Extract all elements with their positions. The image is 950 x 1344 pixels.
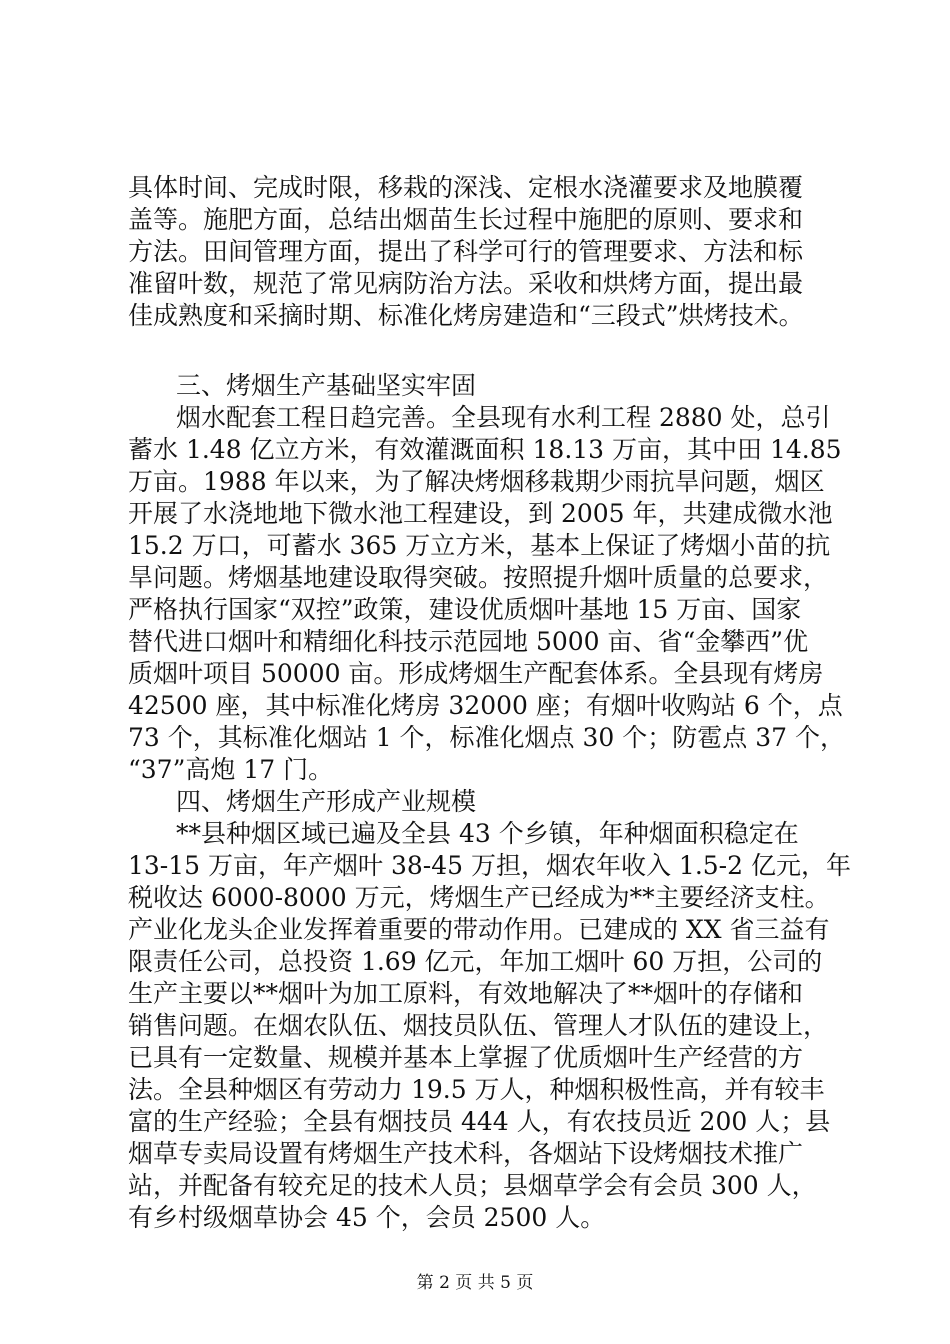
section-heading-4: 四、烤烟生产形成产业规模 bbox=[176, 787, 477, 816]
text-line: 方法。田间管理方面，提出了科学可行的管理要求、方法和标 bbox=[128, 237, 804, 266]
paragraph-gap bbox=[128, 332, 840, 370]
text-line: 万亩。1988 年以来，为了解决烤烟移栽期少雨抗旱问题，烟区 bbox=[128, 467, 825, 496]
text-line: 42500 座，其中标准化烤房 32000 座；有烟叶收购站 6 个，点 bbox=[128, 691, 843, 720]
text-line: 已具有一定数量、规模并基本上掌握了优质烟叶生产经营的方 bbox=[128, 1043, 804, 1072]
text-line: 15.2 万口，可蓄水 365 万立方米，基本上保证了烤烟小苗的抗 bbox=[128, 531, 831, 560]
page-footer: 第 2 页 共 5 页 bbox=[416, 1273, 534, 1293]
text-line: 蓄水 1.48 亿立方米，有效灌溉面积 18.13 万亩，其中田 14.85 bbox=[128, 435, 842, 464]
text-line: 法。全县种烟区有劳动力 19.5 万人，种烟积极性高，并有较丰 bbox=[128, 1075, 825, 1104]
paragraph-production-foundation bbox=[128, 402, 845, 786]
document-body bbox=[128, 172, 851, 1234]
text-line: 具体时间、完成时限，移栽的深浅、定根水浇灌要求及地膜覆 bbox=[128, 173, 804, 202]
text-line: 销售问题。在烟农队伍、烟技员队伍、管理人才队伍的建设上， bbox=[128, 1011, 829, 1040]
text-line: **县种烟区域已遍及全县 43 个乡镇，年种烟面积稳定在 bbox=[176, 819, 799, 848]
text-line: 13-15 万亩，年产烟叶 38-45 万担，烟农年收入 1.5-2 亿元，年 bbox=[128, 851, 851, 880]
text-line: 烟水配套工程日趋完善。全县现有水利工程 2880 处，总引 bbox=[176, 403, 831, 432]
text-line: 烟草专卖局设置有烤烟生产技术科，各烟站下设烤烟技术推广 bbox=[128, 1139, 804, 1168]
text-line: 盖等。施肥方面，总结出烟苗生长过程中施肥的原则、要求和 bbox=[128, 205, 804, 234]
text-line: 73 个，其标准化烟站 1 个，标准化烟点 30 个；防雹点 37 个， bbox=[128, 723, 845, 752]
text-line: 限责任公司，总投资 1.69 亿元，年加工烟叶 60 万担，公司的 bbox=[128, 947, 823, 976]
text-line: 佳成熟度和采摘时期、标准化烤房建造和“三段式”烘烤技术。 bbox=[128, 301, 804, 330]
text-line: 生产主要以**烟叶为加工原料，有效地解决了**烟叶的存储和 bbox=[128, 979, 804, 1008]
section-heading-3: 三、烤烟生产基础坚实牢固 bbox=[176, 371, 477, 400]
text-line: 严格执行国家“双控”政策，建设优质烟叶基地 15 万亩、国家 bbox=[128, 595, 802, 624]
text-line: 富的生产经验；全县有烟技员 444 人，有农技员近 200 人；县 bbox=[128, 1107, 831, 1136]
text-line: “37”高炮 17 门。 bbox=[128, 755, 334, 784]
text-line: 准留叶数，规范了常见病防治方法。采收和烘烤方面，提出最 bbox=[128, 269, 804, 298]
text-line: 质烟叶项目 50000 亩。形成烤烟生产配套体系。全县现有烤房 bbox=[128, 659, 824, 688]
paragraph-planting-techniques bbox=[128, 172, 840, 332]
text-line: 站，并配备有较充足的技术人员；县烟草学会有会员 300 人， bbox=[128, 1171, 817, 1200]
text-line: 开展了水浇地地下微水池工程建设，到 2005 年，共建成微水池 bbox=[128, 499, 833, 528]
text-line: 产业化龙头企业发挥着重要的带动作用。已建成的 XX 省三益有 bbox=[128, 915, 830, 944]
text-line: 旱问题。烤烟基地建设取得突破。按照提升烟叶质量的总要求， bbox=[128, 563, 829, 592]
text-line: 有乡村级烟草协会 45 个，会员 2500 人。 bbox=[128, 1203, 606, 1232]
text-line: 替代进口烟叶和精细化科技示范园地 5000 亩、省“金攀西”优 bbox=[128, 627, 809, 656]
paragraph-industry-scale bbox=[128, 818, 851, 1234]
text-line: 税收达 6000-8000 万元，烤烟生产已经成为**主要经济支柱。 bbox=[128, 883, 830, 912]
